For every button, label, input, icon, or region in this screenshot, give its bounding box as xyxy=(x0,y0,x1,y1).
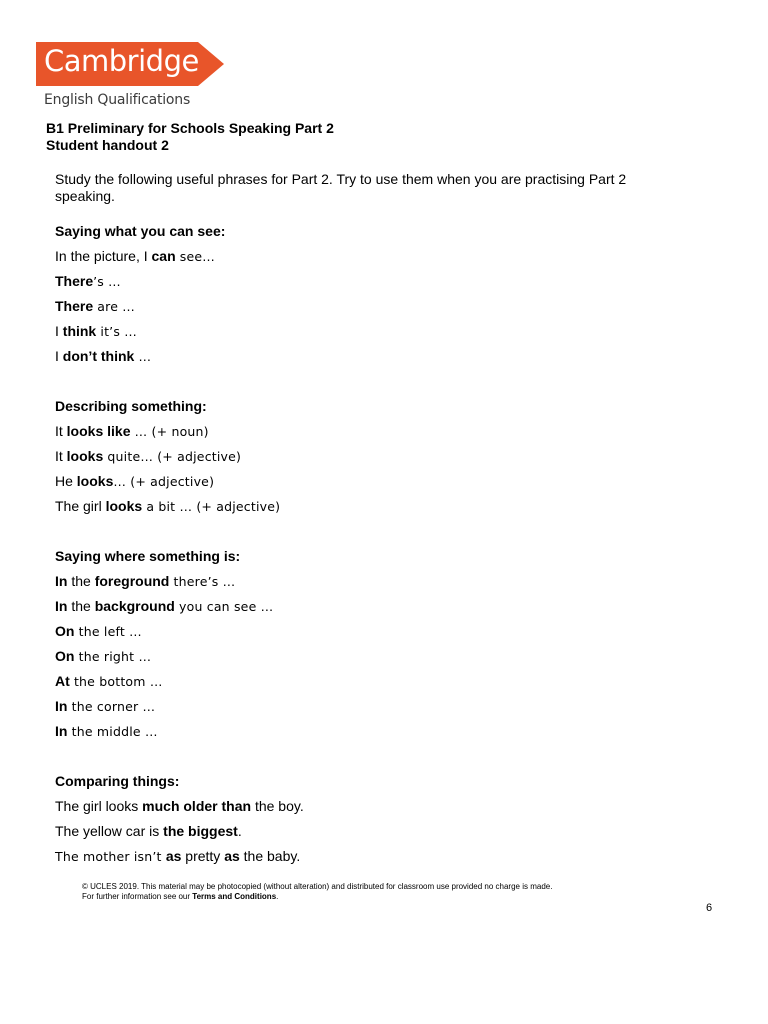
logo-subtitle: English Qualifications xyxy=(44,92,191,108)
phrase-line: In the corner … xyxy=(55,698,156,714)
section-heading-compare: Comparing things: xyxy=(55,773,180,789)
section-heading-where: Saying where something is: xyxy=(55,548,241,564)
phrase-line: He looks… (+ adjective) xyxy=(55,473,215,489)
phrase-line: In the foreground there’s … xyxy=(55,573,236,589)
terms-and-conditions-link[interactable]: Terms and Conditions xyxy=(192,892,277,901)
section-heading-see: Saying what you can see: xyxy=(55,223,226,239)
title-line-1: B1 Preliminary for Schools Speaking Part 2 xyxy=(46,120,334,136)
page-number: 6 xyxy=(706,902,713,914)
phrase-line: There are … xyxy=(55,298,135,314)
intro-paragraph: Study the following useful phrases for Part 2. Try to use them when you are practising Part 2 speaking. xyxy=(55,171,627,204)
phrase-line: In the picture, I can see… xyxy=(55,248,215,264)
phrase-line: There’s … xyxy=(55,273,121,289)
phrase-line: In the middle … xyxy=(55,723,158,739)
phrase-line: On the right … xyxy=(55,648,152,664)
footer-line-1: © UCLES 2019. This material may be photocopied (without alteration) and distributed for classroom use provided no charge is made. xyxy=(82,882,553,891)
phrase-line: It looks quite… (+ adjective) xyxy=(55,448,242,464)
copyright-footer xyxy=(82,882,552,902)
phrase-line: In the background you can see … xyxy=(55,598,274,614)
logo-wordmark: Cambridge xyxy=(44,44,199,78)
section-heading-describe: Describing something: xyxy=(55,398,207,414)
phrase-list xyxy=(55,223,695,873)
phrase-line: It looks like … (+ noun) xyxy=(55,423,209,439)
phrase-line: I don’t think … xyxy=(55,348,152,364)
phrase-line: The girl looks a bit … (+ adjective) xyxy=(55,498,281,514)
phrase-line: The yellow car is the biggest. xyxy=(55,823,242,839)
phrase-line: I think it’s … xyxy=(55,323,137,339)
phrase-line: The mother isn’t as pretty as the baby. xyxy=(55,848,301,864)
phrase-line: On the left … xyxy=(55,623,142,639)
phrase-line: At the bottom … xyxy=(55,673,163,689)
footer-line-2: For further information see our Terms and Conditions. xyxy=(82,892,279,901)
title-line-2: Student handout 2 xyxy=(46,137,169,153)
document-title xyxy=(46,120,334,154)
cambridge-logo xyxy=(36,42,226,86)
phrase-line: The girl looks much older than the boy. xyxy=(55,798,304,814)
